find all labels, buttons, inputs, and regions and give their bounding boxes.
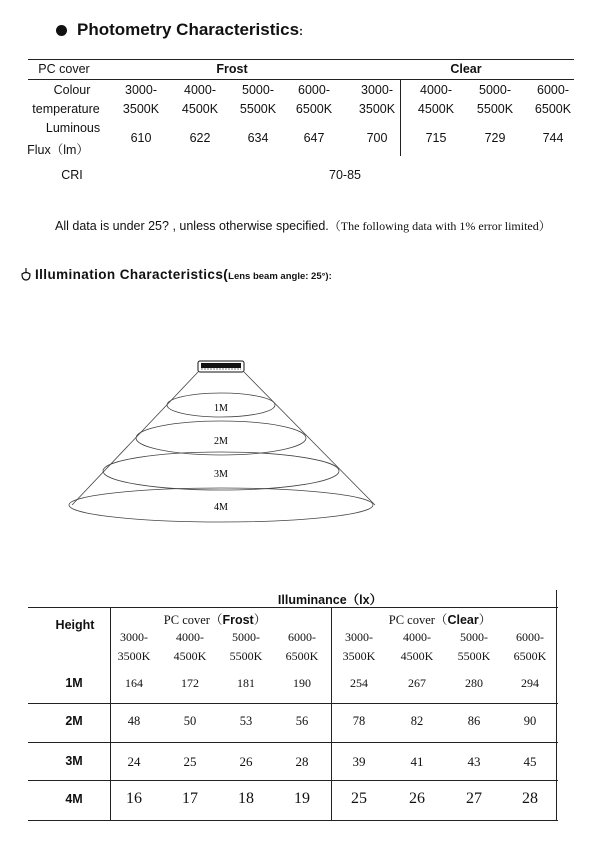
illuminance-top-rule: [28, 607, 558, 608]
illuminance-row-rule-2: [28, 742, 558, 743]
photometry-temp-top: 4000-: [184, 83, 216, 97]
row-height-label: 3M: [65, 754, 83, 768]
illuminance-temp-top: 4000-: [176, 630, 204, 644]
table-cell-value: 43: [467, 753, 481, 769]
illuminance-temp-bottom: 6500K: [513, 649, 547, 663]
illumination-title: [35, 266, 332, 284]
height-label: Height: [55, 618, 95, 632]
photometry-temp-bottom: 5500K: [476, 102, 514, 116]
row-height-label: 1M: [65, 676, 83, 690]
frost-header-label: Frost: [222, 613, 254, 627]
illuminance-temp-bottom: 5500K: [457, 649, 491, 663]
flux-value: 634: [247, 131, 269, 145]
illuminance-temp-bottom: 6500K: [285, 649, 319, 663]
table-cell-value: 267: [408, 676, 426, 690]
table-cell-value: 53: [239, 713, 253, 728]
clear-label: Clear: [450, 62, 482, 76]
photometry-temp-top: 5000-: [242, 83, 274, 97]
illuminance-temp-top: 3000-: [120, 630, 148, 644]
table-cell-value: 25: [183, 753, 197, 769]
table-cell-value: 181: [237, 676, 255, 690]
illuminance-temp-top: 6000-: [288, 630, 316, 644]
table-cell-value: 19: [294, 790, 310, 807]
photometry-note: [55, 217, 551, 235]
table-cell-value: 280: [465, 676, 483, 690]
table-cell-value: 56: [295, 713, 309, 728]
photometry-temp-top: 4000-: [420, 83, 452, 97]
bullet-icon: [56, 25, 67, 36]
illuminance-temp-bottom: 3500K: [117, 649, 151, 663]
table-cell-value: 294: [521, 676, 539, 690]
pc-cover-frost-prefix: PC cover（: [163, 613, 223, 627]
illuminance-frost-clear-divider: [331, 607, 332, 820]
table-cell-value: 50: [183, 713, 197, 728]
illuminance-height-divider: [110, 607, 111, 820]
table-cell-value: 28: [522, 790, 538, 807]
photometry-title: [77, 20, 303, 40]
beam-cone-diagram: [0, 355, 600, 530]
photometry-temp-top: 6000-: [298, 83, 330, 97]
table-cell-value: 254: [350, 676, 368, 690]
table-cell-value: 26: [409, 790, 425, 807]
illuminance-temp-top: 3000-: [345, 630, 373, 644]
cone-label-2m: 2M: [214, 436, 228, 447]
photometry-temp-top: 6000-: [537, 83, 569, 97]
flux-value: 700: [366, 131, 388, 145]
light-fixture-icon: [198, 361, 244, 372]
table-cell-value: 90: [523, 713, 537, 728]
flux-value: 647: [303, 131, 325, 145]
cri-label: CRI: [61, 168, 83, 182]
photometry-note-main: All data is under 25? , unless otherwise specified.: [55, 219, 329, 233]
illuminance-temp-top: 4000-: [403, 630, 431, 644]
illuminance-temp-top: 6000-: [516, 630, 544, 644]
table-cell-value: 78: [352, 713, 366, 728]
photometry-divider: [400, 80, 401, 156]
clear-header-label: Clear: [447, 613, 479, 627]
photometry-top-rule: [28, 59, 574, 60]
cri-value: 70-85: [329, 168, 361, 182]
flux-value: 715: [425, 131, 447, 145]
pc-cover-clear-close: ）: [478, 613, 492, 627]
photometry-temp-bottom: 5500K: [239, 102, 277, 116]
table-cell-value: 41: [410, 753, 424, 769]
flux-value: 610: [130, 131, 152, 145]
pc-cover-frost-header: [164, 610, 266, 629]
cone-label-3m: 3M: [214, 469, 228, 480]
cone-label-1m: 1M: [214, 403, 228, 414]
illuminance-title: Illuminance（lx）: [277, 593, 383, 607]
colour-label-line2: temperature: [32, 102, 100, 116]
table-cell-value: 24: [127, 753, 141, 769]
photometry-temp-top: 3000-: [125, 83, 157, 97]
flux-label-line1: Luminous: [45, 121, 101, 135]
photometry-temp-bottom: 3500K: [358, 102, 396, 116]
photometry-header-rule: [28, 79, 574, 80]
photometry-temp-bottom: 6500K: [295, 102, 333, 116]
table-cell-value: 48: [127, 713, 141, 728]
table-cell-value: 18: [238, 790, 254, 807]
illuminance-temp-bottom: 4500K: [173, 649, 207, 663]
table-cell-value: 164: [125, 676, 143, 690]
photometry-temp-top: 3000-: [361, 83, 393, 97]
table-cell-value: 17: [182, 790, 198, 807]
illuminance-right-border: [556, 590, 557, 820]
illumination-title-text: Illumination Characteristics(: [35, 267, 229, 282]
table-cell-value: 86: [467, 713, 481, 728]
row-height-label: 2M: [65, 714, 83, 728]
table-cell-value: 16: [126, 790, 142, 807]
photometry-temp-top: 5000-: [479, 83, 511, 97]
illuminance-bottom-rule: [28, 820, 558, 821]
photometry-title-suffix: :: [299, 24, 304, 38]
table-cell-value: 27: [466, 790, 482, 807]
illumination-icon: [20, 267, 32, 286]
pc-cover-clear-prefix: PC cover（: [388, 613, 448, 627]
table-cell-value: 25: [351, 790, 367, 807]
table-cell-value: 190: [293, 676, 311, 690]
cone-edge-right: [244, 372, 375, 505]
table-cell-value: 26: [239, 753, 253, 769]
pc-cover-label: PC cover: [38, 62, 90, 76]
colour-label-line1: Colour: [53, 83, 91, 97]
table-cell-value: 82: [410, 713, 424, 728]
illuminance-temp-bottom: 4500K: [400, 649, 434, 663]
photometry-temp-bottom: 6500K: [534, 102, 572, 116]
illuminance-temp-bottom: 5500K: [229, 649, 263, 663]
pc-cover-clear-header: [389, 610, 491, 629]
photometry-temp-bottom: 4500K: [181, 102, 219, 116]
illuminance-row-rule-1: [28, 703, 558, 704]
pc-cover-frost-close: ）: [253, 613, 267, 627]
frost-label: Frost: [216, 62, 248, 76]
illuminance-row-rule-3: [28, 780, 558, 781]
table-cell-value: 45: [523, 753, 537, 769]
flux-value: 744: [542, 131, 564, 145]
table-cell-value: 172: [181, 676, 199, 690]
table-cell-value: 39: [352, 753, 366, 769]
row-height-label: 4M: [65, 792, 83, 806]
photometry-temp-bottom: 3500K: [122, 102, 160, 116]
photometry-temp-bottom: 4500K: [417, 102, 455, 116]
cone-label-4m: 4M: [214, 502, 228, 513]
table-cell-value: 28: [295, 753, 309, 769]
illuminance-temp-bottom: 3500K: [342, 649, 376, 663]
illuminance-temp-top: 5000-: [232, 630, 260, 644]
photometry-title-text: Photometry Characteristics: [77, 20, 300, 39]
photometry-note-paren: （The following data with 1% error limited）: [328, 219, 551, 233]
cone-edge-left: [72, 372, 198, 505]
flux-value: 729: [484, 131, 506, 145]
flux-label-line2: Flux（lm）: [27, 143, 89, 157]
flux-value: 622: [189, 131, 211, 145]
illumination-subtitle: Lens beam angle: 25°):: [228, 271, 332, 282]
illuminance-temp-top: 5000-: [460, 630, 488, 644]
